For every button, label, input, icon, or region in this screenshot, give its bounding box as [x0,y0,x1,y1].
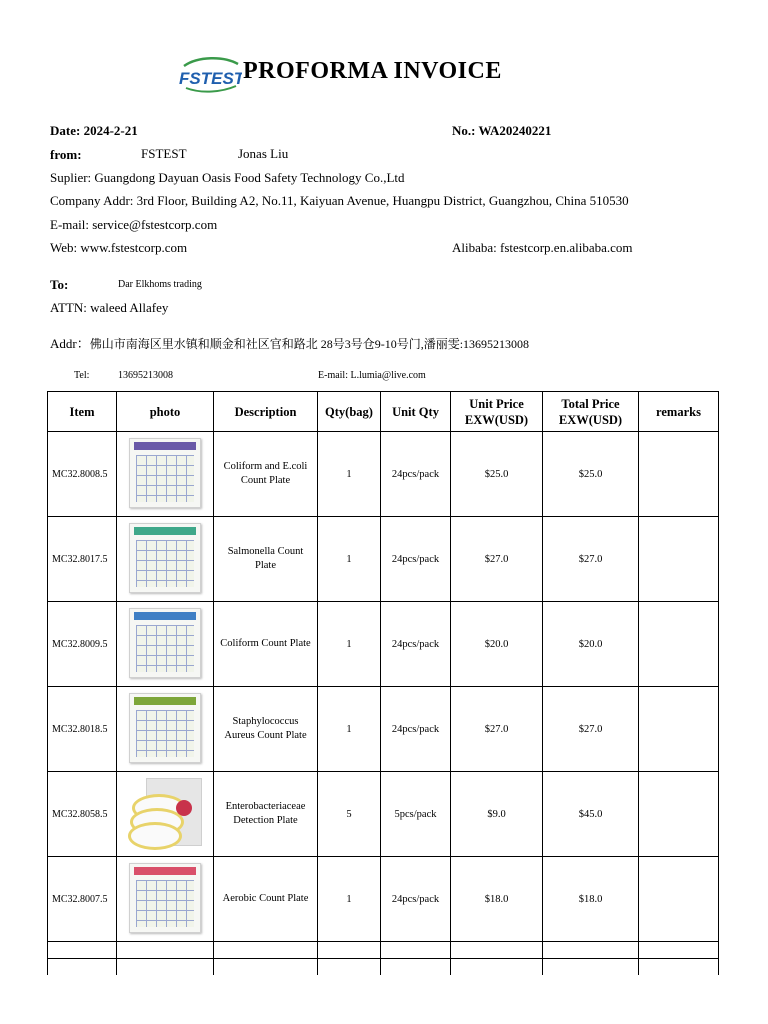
to-value: Dar Elkhoms trading [118,279,202,290]
table-row-empty [48,942,719,959]
item-qty: 1 [318,857,381,942]
header-remarks: remarks [639,392,719,432]
company-web-line: Web: www.fstestcorp.com [50,240,188,255]
item-description: Aerobic Count Plate [214,857,318,942]
recipient-address [50,333,529,352]
item-unit-price: $20.0 [451,602,543,687]
item-total-price: $18.0 [543,857,639,942]
header-description: Description [214,392,318,432]
product-photo [117,602,214,687]
item-total-price: $45.0 [543,772,639,857]
svg-text:FSTEST: FSTEST [179,69,242,88]
item-qty: 1 [318,432,381,517]
company-email-line: E-mail: service@fstestcorp.com [50,217,218,232]
recipient-address-label: Addr： [50,336,90,351]
item-remarks [639,432,719,517]
to-label: To: [50,277,69,292]
item-remarks [639,772,719,857]
item-unit-qty: 24pcs/pack [381,857,451,942]
item-unit-price: $9.0 [451,772,543,857]
supplier-line: Suplier: Guangdong Dayuan Oasis Food Safety Technology Co.,Ltd [50,170,405,185]
table-row [48,432,719,517]
item-remarks [639,857,719,942]
page-title: PROFORMA INVOICE [243,58,502,84]
table-header-row [48,392,719,432]
item-code: MC32.8058.5 [48,772,117,857]
item-code: MC32.8009.5 [48,602,117,687]
header-unit-qty: Unit Qty [381,392,451,432]
item-description: Coliform Count Plate [214,602,318,687]
tel-label: Tel: [74,370,90,381]
item-total-price: $25.0 [543,432,639,517]
items-table [47,391,719,975]
table-row [48,517,719,602]
item-qty: 5 [318,772,381,857]
from-company: FSTEST [141,146,187,161]
recipient-email: E-mail: L.lumia@live.com [318,370,426,381]
table-row [48,687,719,772]
item-code: MC32.8007.5 [48,857,117,942]
header-unit-price [451,392,543,432]
item-code: MC32.8008.5 [48,432,117,517]
product-image [128,778,202,848]
table-row-empty [48,959,719,976]
product-photo [117,432,214,517]
product-image [129,608,201,678]
item-description: Coliform and E.coli Count Plate [214,432,318,517]
product-image [129,863,201,933]
header-total-price [543,392,639,432]
invoice-number-value: WA20240221 [478,123,552,138]
item-code: MC32.8018.5 [48,687,117,772]
item-remarks [639,517,719,602]
item-description: Salmonella Count Plate [214,517,318,602]
item-unit-qty: 24pcs/pack [381,517,451,602]
recipient-address-value: 佛山市南海区里水镇和顺金和社区官和路北 28号3号仓9-10号门,潘丽雯:13695213008 [89,337,530,351]
item-unit-price: $18.0 [451,857,543,942]
item-unit-qty: 24pcs/pack [381,687,451,772]
item-remarks [639,687,719,772]
item-qty: 1 [318,517,381,602]
header-total-price-line1: Total Price [561,396,620,411]
date-field [50,123,138,139]
table-row [48,602,719,687]
item-total-price: $27.0 [543,517,639,602]
from-label: from: [50,147,82,162]
item-qty: 1 [318,687,381,772]
header-item: Item [48,392,117,432]
item-description: Staphylococcus Aureus Count Plate [214,687,318,772]
alibaba-line: Alibaba: fstestcorp.en.alibaba.com [452,240,633,255]
tel-value: 13695213008 [118,370,173,381]
table-row [48,772,719,857]
product-image [129,438,201,508]
header-qty: Qty(bag) [318,392,381,432]
date-label: Date: [50,123,81,138]
item-description: Enterobacteriaceae Detection Plate [214,772,318,857]
item-total-price: $27.0 [543,687,639,772]
item-unit-price: $25.0 [451,432,543,517]
company-logo [178,52,242,96]
product-photo [117,517,214,602]
invoice-number-label: No.: [452,123,476,138]
company-address-line: Company Addr: 3rd Floor, Building A2, No.11, Kaiyuan Avenue, Huangpu District, Guangzhou, China 510530 [50,193,629,208]
item-remarks [639,602,719,687]
header-total-price-line2: EXW(USD) [558,412,623,427]
product-image [129,523,201,593]
item-unit-qty: 24pcs/pack [381,602,451,687]
attn-line: ATTN: waleed Allafey [50,300,169,315]
item-unit-price: $27.0 [451,517,543,602]
product-photo [117,687,214,772]
item-unit-qty: 5pcs/pack [381,772,451,857]
header-photo: photo [117,392,214,432]
header-unit-price-line1: Unit Price [469,396,524,411]
item-total-price: $20.0 [543,602,639,687]
item-code: MC32.8017.5 [48,517,117,602]
product-photo [117,772,214,857]
from-person: Jonas Liu [238,146,289,161]
date-value: 2024-2-21 [83,123,138,138]
header-unit-price-line2: EXW(USD) [464,412,529,427]
product-image [129,693,201,763]
item-unit-price: $27.0 [451,687,543,772]
product-photo [117,857,214,942]
item-qty: 1 [318,602,381,687]
table-row [48,857,719,942]
item-unit-qty: 24pcs/pack [381,432,451,517]
invoice-number-field [452,123,551,139]
